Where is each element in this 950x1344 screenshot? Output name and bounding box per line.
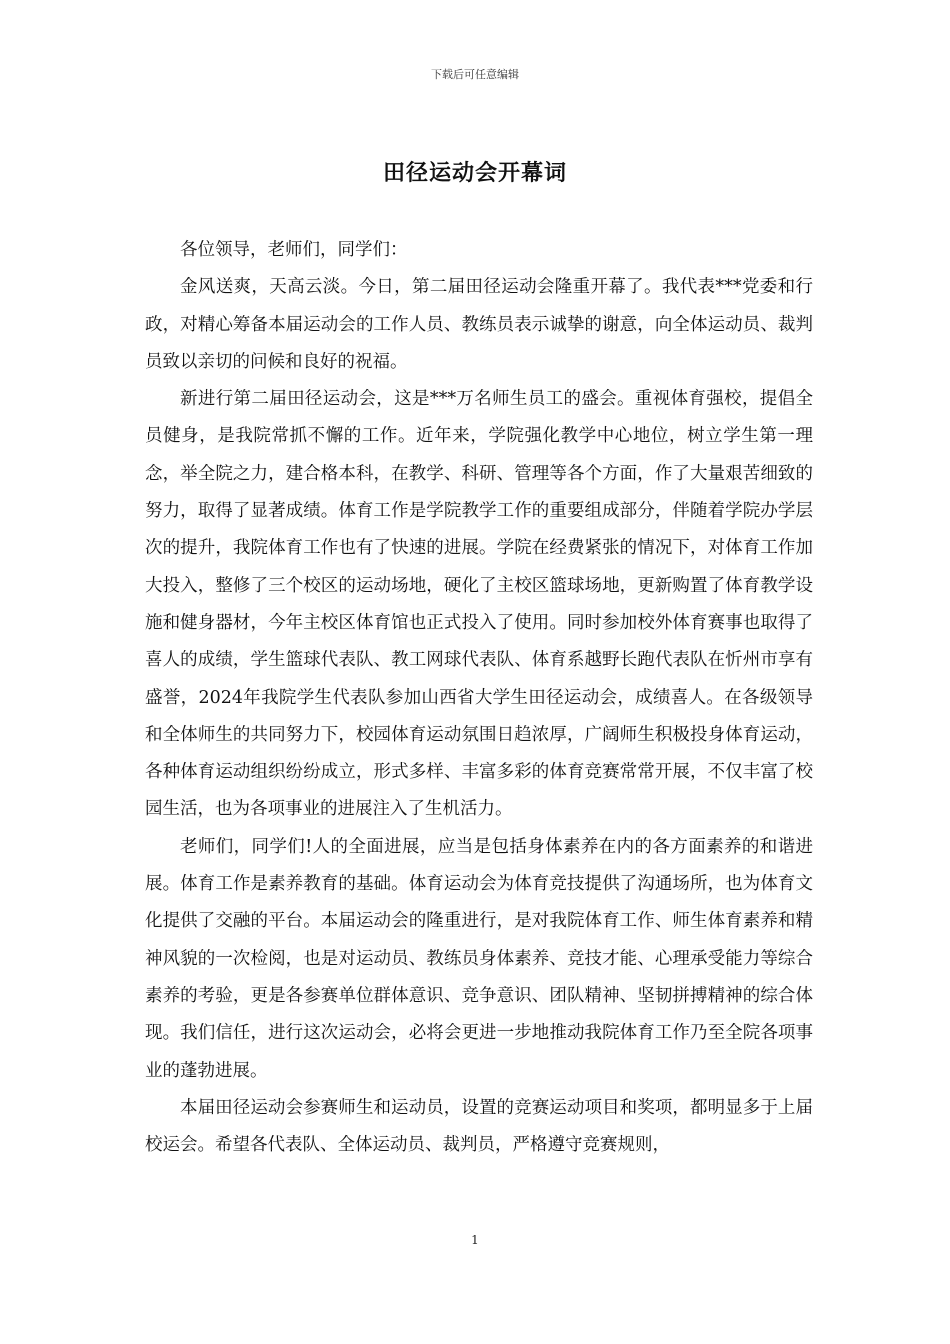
salutation-paragraph: 各位领导，老师们，同学们： (180, 240, 408, 260)
body-paragraph: 金风送爽，天高云淡。今日，第二届田径运动会隆重开幕了。我代表***党委和行政，对精心筹备本届运动会的工作人员、教练员表示诚挚的谢意，向全体运动员、裁判员致以亲切的问候和良好的祝福。 (145, 277, 813, 372)
body-paragraph: 本届田径运动会参赛师生和运动员，设置的竞赛运动项目和奖项，都明显多于上届校运会。希望各代表队、全体运动员、裁判员，严格遵守竞赛规则， (145, 1097, 813, 1156)
document-body (145, 232, 813, 1164)
body-paragraph: 新进行第二届田径运动会，这是***万名师生员工的盛会。重视体育强校，提倡全员健身，是我院常抓不懈的工作。近年来，学院强化教学中心地位，树立学生第一理念，举全院之力，建合格本科，在教学、科研、管理等各个方面，作了大量艰苦细致的努力，取得了显著成绩。体育工作是学院教学工作的重要组成部分，伴随着学院办学层次的提升，我院体育工作也有了快速的进展。学院在经费紧张的情况下，对体育工作加大投入，整修了三个校区的运动场地，硬化了主校区篮球场地，更新购置了体育教学设施和健身器材，今年主校区体育馆也正式投入了使用。同时参加校外体育赛事也取得了喜人的成绩，学生篮球代表队、教工网球代表队、体育系越野长跑代表队在忻州市享有盛誉，2024年我院学生代表队参加山西省大学生田径运动会，成绩喜人。在各级领导和全体师生的共同努力下，校园体育运动氛围日趋浓厚，广阔师生积极投身体育运动，各种体育运动组织纷纷成立，形式多样、丰富多彩的体育竞赛常常开展，不仅丰富了校园生活，也为各项事业的进展注入了生机活力。 (145, 389, 813, 820)
body-paragraph: 老师们，同学们!人的全面进展，应当是包括身体素养在内的各方面素养的和谐进展。体育工作是素养教育的基础。体育运动会为体育竞技提供了沟通场所，也为体育文化提供了交融的平台。本届运动会的隆重进行，是对我院体育工作、师生体育素养和精神风貌的一次检阅，也是对运动员、教练员身体素养、竞技才能、心理承受能力等综合素养的考验，更是各参赛单位群体意识、竞争意识、团队精神、坚韧拼搏精神的综合体现。我们信任，进行这次运动会，必将会更进一步地推动我院体育工作乃至全院各项事业的蓬勃进展。 (145, 836, 813, 1081)
page-number: 1 (471, 1233, 479, 1247)
header-note: 下载后可任意编辑 (431, 68, 519, 81)
document-title: 田径运动会开幕词 (382, 160, 567, 186)
